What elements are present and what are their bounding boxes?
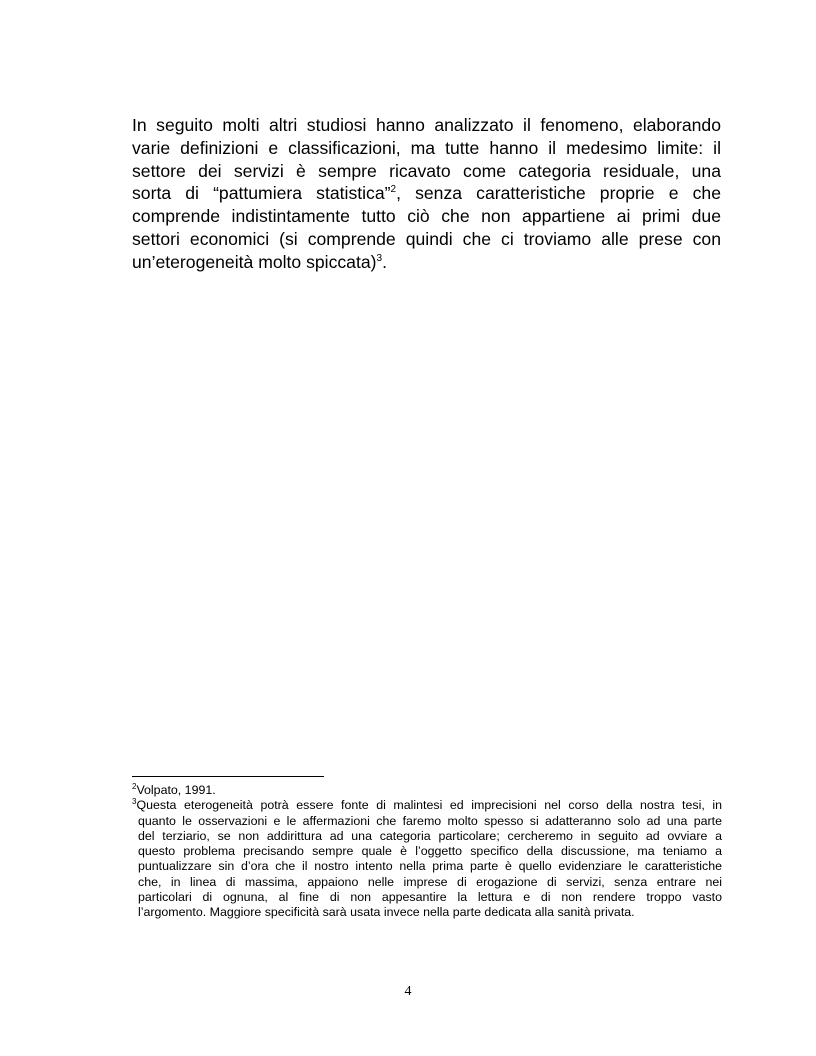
footnote-line: l’argomento. Maggiore specificità sarà usata invece nella parte dedicata alla sanità privata. (138, 905, 635, 920)
footnote-line: del terziario, se non addirittura ad una categoria particolare; cercheremo in seguito ad ovviare a (138, 828, 722, 843)
footnote-2 (132, 783, 722, 798)
footnote-line: che, in linea di massima, appaiono nelle imprese di erogazione di servizi, senza entrare nei (138, 874, 722, 889)
paragraph-line: varie definizioni e classificazioni, ma tutte hanno il medesimo limite: il (132, 137, 721, 158)
footnote-number: 3 (132, 797, 137, 807)
paragraph-line: settori economici (si comprende quindi che ci troviamo alle prese con (132, 228, 721, 249)
paragraph-text: sorta di “pattumiera statistica” (132, 183, 391, 204)
footnote-line: quanto le osservazioni e le affermazioni che faremo molto spesso si adatteranno solo ad una parte (138, 813, 722, 828)
paragraph-line: In seguito molti altri studiosi hanno analizzato il fenomeno, elaborando (132, 115, 721, 135)
footnote-3 (132, 798, 722, 920)
paragraph-line (132, 251, 721, 274)
page-number: 4 (404, 984, 412, 999)
paragraph-line: comprende indistintamente tutto ciò che non appartiene ai primi due (132, 206, 721, 227)
paragraph-text: . (382, 251, 387, 272)
paragraph-text: , senza caratteristiche proprie e che (396, 183, 721, 204)
footnote-ref-2[interactable]: 2 (390, 184, 397, 196)
paragraph-text: un’eterogeneità molto spiccata) (132, 251, 377, 272)
footnote-separator (132, 776, 324, 777)
paragraph-line: settore dei servizi è sempre ricavato come categoria residuale, una (132, 160, 721, 181)
footnote-line: particolari di ognuna, al fine di non appesantire la lettura e di non rendere troppo vasto (138, 890, 722, 905)
footnote-text: Questa eterogeneità potrà essere fonte di malintesi ed imprecisioni nel corso della nostra tesi, in (136, 798, 722, 813)
footnote-ref-3[interactable]: 3 (376, 252, 383, 264)
footnote-line: questo problema precisando sempre quale è l’oggetto specifico della discussione, ma teniamo a (138, 844, 722, 859)
footnote-text: Volpato, 1991. (136, 783, 216, 797)
footnote-line: puntualizzare sin d’ora che il nostro intento nella prima parte è quello evidenziare le caratteristiche (138, 859, 722, 874)
body-paragraph (132, 114, 721, 274)
footnote-line (132, 798, 722, 813)
footnotes (132, 783, 722, 921)
footnote-number: 2 (132, 782, 137, 791)
paragraph-line (132, 182, 721, 205)
